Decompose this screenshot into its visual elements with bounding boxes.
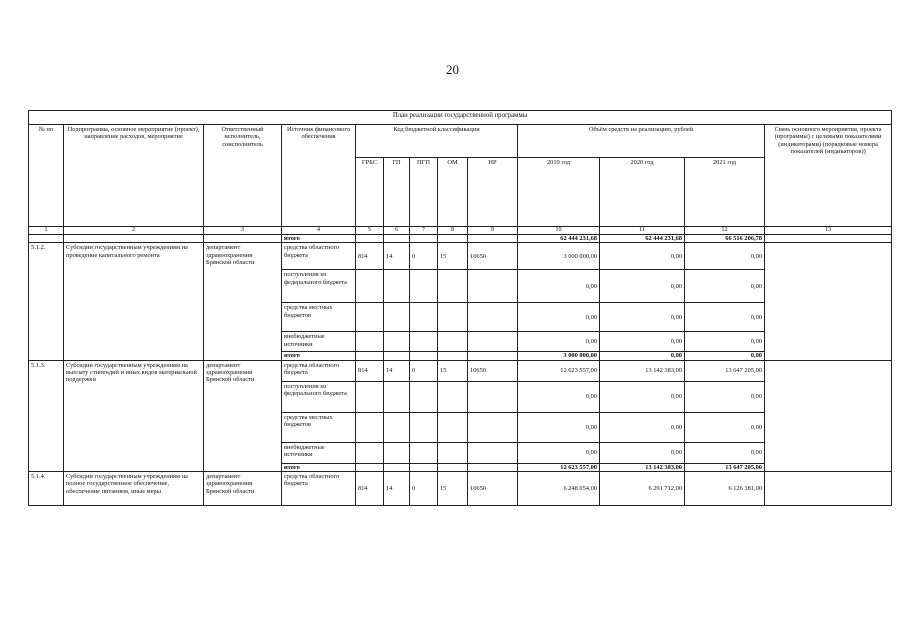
value-2021: 0,00 [685, 442, 765, 463]
section-name: Субсидии государственным учреждениям на полное государственное обеспечение, обеспечение питанием, иные меры [64, 472, 204, 506]
value-2021: 6 126 381,00 [685, 472, 765, 506]
value-2019: 0,00 [518, 332, 600, 352]
header-source: Источник финансового обеспечения [282, 125, 356, 227]
grbs-cell: 814 [356, 360, 384, 381]
header-num: № пп [29, 125, 64, 227]
header-volume: Объём средств на реализацию, рублей [518, 125, 765, 158]
value-2020: 0,00 [600, 381, 685, 412]
total-2021: 66 516 206,78 [685, 235, 765, 243]
gp-cell: 14 [384, 472, 410, 506]
total-label: итого [282, 235, 356, 243]
value-2020: 0,00 [600, 243, 685, 270]
total-label: итого [282, 352, 356, 360]
nr-cell: 10650 [468, 243, 518, 270]
header-link: Связь основного мероприятия, проекта (программы) с целевыми показателями (индикаторами) (порядковые номера показателей (индикаторов)) [765, 125, 892, 227]
value-2021: 13 647 205,00 [685, 360, 765, 381]
value-2020: 0,00 [600, 332, 685, 352]
header-gp: ГП [384, 158, 410, 227]
value-2021: 0,00 [685, 381, 765, 412]
section-executor: департамент здравоохранения Брянской области [204, 472, 282, 506]
section-number: 5.1.3. [29, 360, 64, 471]
section-executor: департамент здравоохранения Брянской области [204, 360, 282, 471]
value-2019: 0,00 [518, 381, 600, 412]
source-cell: внебюджетные источники [282, 442, 356, 463]
value-2019: 3 000 000,00 [518, 243, 600, 270]
section-executor: департамент здравоохранения Брянской области [204, 243, 282, 360]
column-number: 5 [356, 227, 384, 235]
total-2020: 62 444 231,68 [600, 235, 685, 243]
column-number: 8 [438, 227, 468, 235]
source-cell: средства областного бюджета [282, 360, 356, 381]
column-number: 1 [29, 227, 64, 235]
column-number: 13 [765, 227, 892, 235]
value-2019: 0,00 [518, 303, 600, 332]
header-pgp: ПГП [410, 158, 438, 227]
header-budget-code: Код бюджетной классификации [356, 125, 518, 158]
value-2019: 0,00 [518, 412, 600, 442]
column-number: 7 [410, 227, 438, 235]
total-2019: 62 444 231,68 [518, 235, 600, 243]
gp-cell: 14 [384, 360, 410, 381]
table-row [29, 360, 892, 381]
top-total-row [29, 235, 892, 243]
value-2021: 0,00 [685, 412, 765, 442]
header-executor: Ответственный исполнитель, соисполнитель [204, 125, 282, 227]
value-2021: 0,00 [685, 303, 765, 332]
value-2020: 0,00 [600, 412, 685, 442]
value-2019: 0,00 [518, 442, 600, 463]
source-cell: средства местных бюджетов [282, 303, 356, 332]
header-2020: 2020 год [600, 158, 685, 227]
header-om: ОМ [438, 158, 468, 227]
value-2019: 12 623 557,00 [518, 360, 600, 381]
section-number: 5.1.4. [29, 472, 64, 506]
page-number: 20 [446, 62, 459, 77]
gp-cell: 14 [384, 243, 410, 270]
indicator-link-cell [765, 472, 892, 506]
om-cell: 15 [438, 360, 468, 381]
source-cell: поступления из федерального бюджета [282, 381, 356, 412]
value-2021: 0,00 [685, 243, 765, 270]
source-cell: средства областного бюджета [282, 472, 356, 506]
value-2020: 6 291 712,00 [600, 472, 685, 506]
section-name: Субсидии государственным учреждениям на проведение капитального ремонта [64, 243, 204, 360]
header-program: Подпрограмма, основное мероприятие (проект), направление расходов, мероприятие [64, 125, 204, 227]
plan-table-wrapper [28, 110, 891, 506]
source-cell: средства местных бюджетов [282, 412, 356, 442]
table-title: План реализации государственной программы [29, 111, 892, 125]
total-2021: 13 647 205,00 [685, 463, 765, 471]
total-2020: 0,00 [600, 352, 685, 360]
value-2021: 0,00 [685, 270, 765, 303]
column-number: 2 [64, 227, 204, 235]
value-2019: 6 248 054,00 [518, 472, 600, 506]
om-cell: 15 [438, 243, 468, 270]
indicator-link-cell [765, 243, 892, 360]
column-number: 3 [204, 227, 282, 235]
section-number: 5.1.2. [29, 243, 64, 360]
column-number: 9 [468, 227, 518, 235]
section-name: Субсидии государственным учреждениям на выплату стипендий и иных видов материальной поддержки [64, 360, 204, 471]
value-2021: 0,00 [685, 332, 765, 352]
column-number: 11 [600, 227, 685, 235]
value-2019: 0,00 [518, 270, 600, 303]
table-row [29, 243, 892, 270]
value-2020: 0,00 [600, 303, 685, 332]
value-2020: 0,00 [600, 270, 685, 303]
table-row [29, 472, 892, 506]
pgp-cell: 0 [410, 472, 438, 506]
source-cell: внебюджетные источники [282, 332, 356, 352]
column-number: 6 [384, 227, 410, 235]
total-2021: 0,00 [685, 352, 765, 360]
indicator-link-cell [765, 360, 892, 471]
header-nr: НР [468, 158, 518, 227]
pgp-cell: 0 [410, 360, 438, 381]
value-2020: 13 142 383,00 [600, 360, 685, 381]
nr-cell: 10650 [468, 472, 518, 506]
total-label: итого [282, 463, 356, 471]
grbs-cell: 814 [356, 472, 384, 506]
grbs-cell: 814 [356, 243, 384, 270]
total-2020: 13 142 383,00 [600, 463, 685, 471]
header-2021: 2021 год [685, 158, 765, 227]
header-2019: 2019 год [518, 158, 600, 227]
column-number: 12 [685, 227, 765, 235]
total-2019: 3 000 000,00 [518, 352, 600, 360]
header-grbs: ГРБС [356, 158, 384, 227]
source-cell: средства областного бюджета [282, 243, 356, 270]
value-2020: 0,00 [600, 442, 685, 463]
total-2019: 12 623 557,00 [518, 463, 600, 471]
nr-cell: 10650 [468, 360, 518, 381]
source-cell: поступления из федерального бюджета [282, 270, 356, 303]
plan-table [28, 110, 892, 506]
om-cell: 15 [438, 472, 468, 506]
column-number: 4 [282, 227, 356, 235]
column-number: 10 [518, 227, 600, 235]
pgp-cell: 0 [410, 243, 438, 270]
